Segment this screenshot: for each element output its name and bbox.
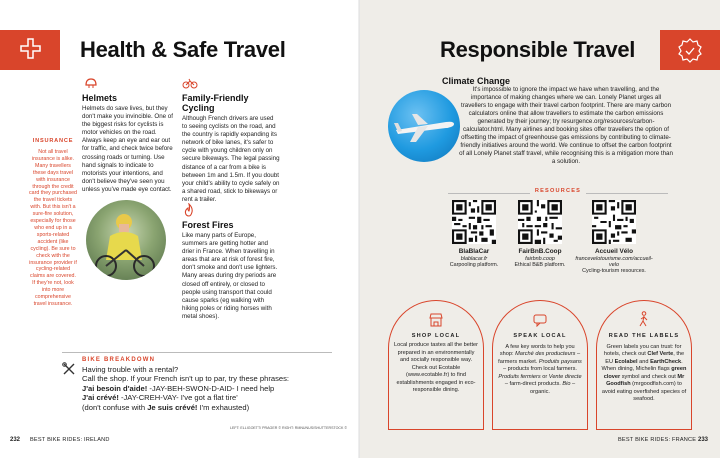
qr-code [592, 200, 636, 244]
airplane-photo [388, 90, 460, 162]
resource-url[interactable]: blablacar.fr [460, 256, 488, 262]
phrase1: J'ai besoin d'aide! -JAY-BEH-SWON-D-AID- I need help [82, 383, 275, 393]
resources-heading: RESOURCES [530, 188, 586, 194]
cyclist-photo [86, 200, 166, 280]
photo-credit: LEFT: ELLIGOETT/ PRAGER © RIGHT: RMNUNUS/SHUTTERSTOCK © [230, 426, 348, 430]
phrase2: J'ai crévé! -JAY-CREH-VAY- I've got a flat tire' [82, 393, 238, 403]
resource-fairbnb [506, 200, 574, 268]
speak-local-text: A few key words to help you shop: Marché des producteurs – farmers market. Produits paysans – products from local farmers. Produits fermiers or Vente directe – farm-direct products. Bio – organic. [498, 343, 582, 395]
fire-icon [183, 203, 195, 217]
resource-blablacar [442, 200, 506, 268]
page-title: Responsible Travel [440, 37, 636, 62]
breakdown-heading: BIKE BREAKDOWN [82, 357, 156, 363]
resource-accueil-velo [572, 200, 656, 274]
family-text: Although French drivers are used to seeing cyclists on the road, and the country is rapidly expanding its network of bike lanes, it's safer to cycle with young children only on secure bikeways. The legal passing distance of a car from a bike is between 1m and 1.5m. If you doubt your child's ability to cycle safely on a shared road, stick to bikeways or rent a trailer. [182, 115, 280, 203]
speech-icon [533, 313, 547, 327]
read-labels-heading: READ THE LABELS [608, 333, 680, 339]
climate-text: It's impossible to ignore the impact we have when travelling, and the importance of making changes where we can. Lonely Planet urges all travellers to engage with their travel carbon footprint. There are many carbon calculators online that allow travellers to estimate the carbon emissions generated by their journey; try resurgence.org/resources/carbon-calculator.html. Many airlines and booking sites offer travellers the option of offsetting the impact of greenhouse gas emissions by contributing to climate-friendly initiatives around the world. We continue to offset the carbon footprint of all Lonely Planet staff travel, while recognising this is a mitigation more than a solution. [459, 86, 673, 165]
breakdown-section [82, 357, 342, 412]
helmets-heading: Helmets [82, 93, 118, 103]
helmet-icon [84, 77, 98, 89]
resource-desc: Ethical B&B platform. [514, 262, 566, 268]
family-heading: Family-Friendly Cycling [182, 93, 249, 113]
shop-local-section [394, 333, 478, 395]
page-title: Health & Safe Travel [80, 37, 286, 62]
resource-desc: Cycling-tourism resources. [582, 268, 646, 274]
family-section [182, 93, 280, 204]
walking-person-icon [637, 311, 651, 327]
shop-local-text: Local produce tastes all the better prepared in an environmentally and socially responsible way. Check out Ecotable (www.ecotable.fr) to find establishments engaged in eco-responsible dining. [394, 342, 478, 393]
fires-heading: Forest Fires [182, 220, 234, 230]
running-head-left: BEST BIKE RIDES: IRELAND [30, 437, 110, 443]
helmets-text: Helmets do save lives, but they don't make you invincible. One of the biggest risks for cyclists is motor vehicles on the road. Always keep an eye and ear out for traffic, and check twice before crossing roads or turning. Use hand signals to indicate to motorists your intentions, and don't believe they've seen you unless you've made eye contact. [82, 105, 173, 193]
resource-name: Accueil Vélo [594, 248, 633, 255]
page-number-right: 233 [698, 437, 709, 443]
qr-code [518, 200, 562, 244]
speak-local-section [498, 333, 582, 396]
resource-url[interactable]: fairbnb.coop [525, 256, 555, 262]
page-number-left: 232 [10, 437, 21, 443]
red-cross-icon [0, 30, 60, 70]
resource-name: BlaBlaCar [458, 248, 490, 255]
insurance-sidebar [28, 138, 78, 308]
resource-desc: Carpooling platform. [449, 262, 499, 268]
breakdown-line1: Having trouble with a rental? [82, 365, 179, 374]
shop-local-heading: SHOP LOCAL [411, 333, 461, 339]
speak-local-heading: SPEAK LOCAL [513, 333, 567, 339]
insurance-text: Not all travel insurance is alike. Many travellers these days travel with insurance through the credit card they purchased the travel tickets with. But this isn't a sure-fire solution, especially for those who end up in a sports-related accident (like cycling). Be sure to check with the insurance provider if cycling-related claims are covered. If they're not, look into more comprehensive travel insurance. [29, 149, 77, 307]
running-head-right: BEST BIKE RIDES: FRANCE [618, 437, 697, 443]
resource-name: FairBnB.Coop [518, 248, 562, 255]
right-page [360, 0, 720, 458]
title-bar [0, 30, 60, 70]
badge-check-icon [660, 30, 720, 70]
fires-text: Like many parts of Europe, summers are getting hotter and drier in France. When travelling in areas that are at risk of forest fire, don't smoke and don't use lighters. Many areas during dry periods are closed off entirely, or closed to people using transport that could cause sparks (eg walking with hiking poles or riding horses with metal shoes). [182, 232, 278, 320]
insurance-heading: INSURANCE [32, 138, 74, 144]
read-labels-text: Green labels you can trust: for hotels, check out Clef Verte, the EU Ecolabel and EarthCheck. When dining, Michelin flags green clover symbol and check out Mr Goodfish (mrgoodfish.com) to avoid eating overfished species of seafood. [601, 343, 687, 402]
shop-icon [429, 313, 443, 327]
tools-icon [62, 362, 76, 376]
fires-section [182, 220, 282, 321]
read-labels-section [600, 333, 688, 404]
phrase3: (don't confuse with Je suis crévé! I'm exhausted) [82, 402, 250, 412]
title-bar [660, 30, 720, 70]
qr-code [452, 200, 496, 244]
climate-heading: Climate Change [442, 76, 511, 86]
resource-url[interactable]: francevelotourisme.com/accueil-velo [575, 256, 653, 268]
family-cycling-icon [182, 77, 198, 89]
helmets-section [82, 93, 174, 194]
breakdown-line2: Call the shop. If your French isn't up to par, try these phrases: [82, 374, 290, 384]
